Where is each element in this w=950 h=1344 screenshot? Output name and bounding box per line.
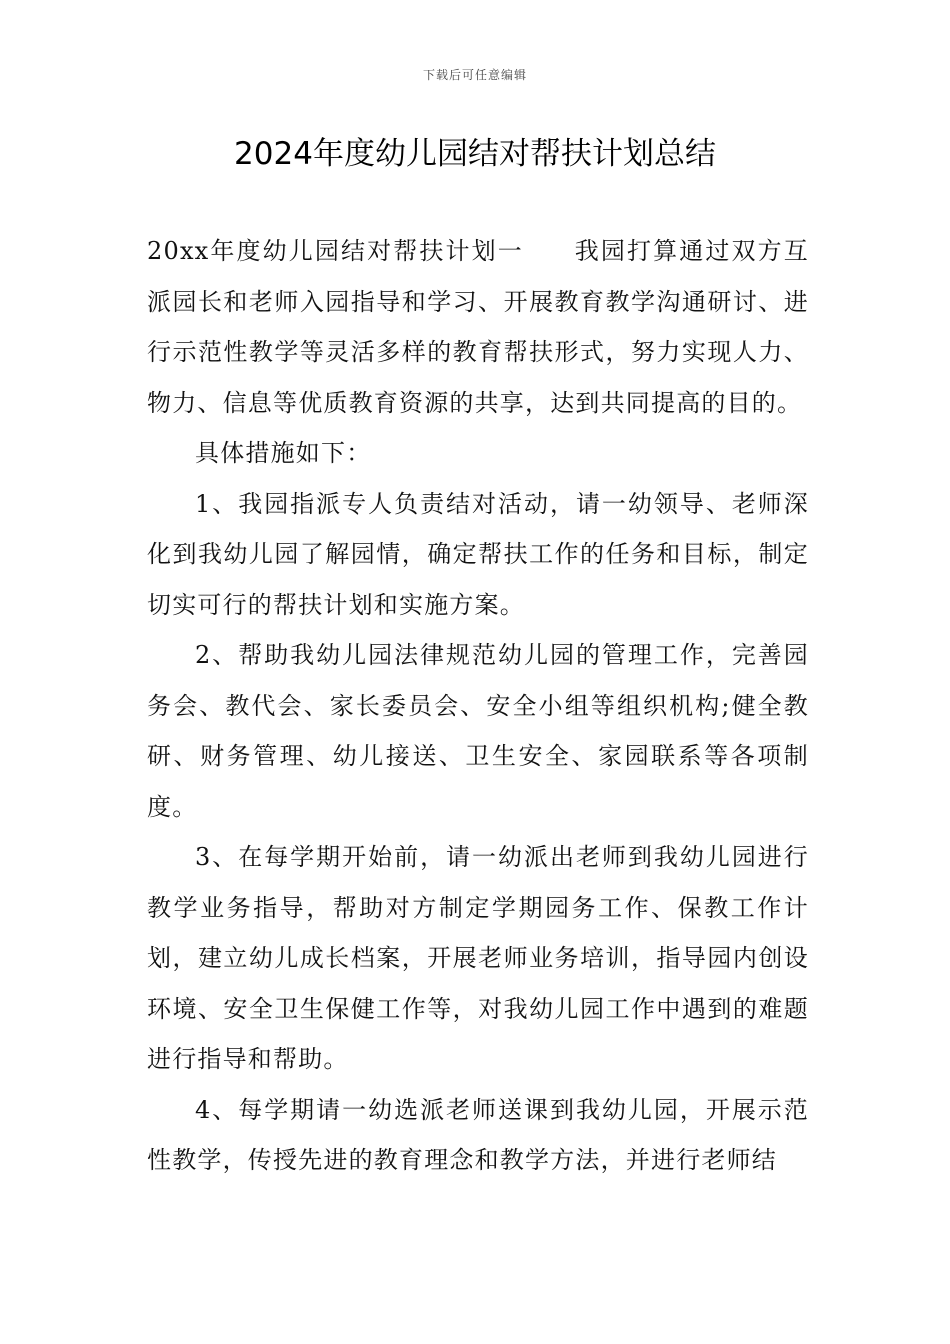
measure-paragraph-4: 4、每学期请一幼选派老师送课到我幼儿园，开展示范性教学，传授先进的教育理念和教学方法，并进行老师结 (147, 1095, 809, 1174)
measure-paragraph-1: 1、我园指派专人负责结对活动，请一幼领导、老师深化到我幼儿园了解园情，确定帮扶工作的任务和目标，制定切实可行的帮扶计划和实施方案。 (147, 489, 809, 619)
intro-paragraph (147, 226, 809, 428)
measures-heading: 具体措施如下： (195, 439, 372, 467)
intro-text: 我园打算通过双方互派园长和老师入园指导和学习、开展教育教学沟通研讨、进行示范性教学等灵活多样的教育帮扶形式，努力实现人力、物力、信息等优质教育资源的共享，达到共同提高的目的。 (147, 237, 809, 417)
measure-paragraph-3: 3、在每学期开始前，请一幼派出老师到我幼儿园进行教学业务指导，帮助对方制定学期园务工作、保教工作计划，建立幼儿成长档案，开展老师业务培训，指导园内创设环境、安全卫生保健工作等，对我幼儿园工作中遇到的难题进行指导和帮助。 (147, 843, 809, 1073)
intro-lead: 20xx年度幼儿园结对帮扶计划一 (147, 237, 524, 265)
document-body (147, 226, 809, 1186)
page-header-note: 下载后可任意编辑 (422, 68, 527, 82)
document-title: 2024年度幼儿园结对帮扶计划总结 (234, 136, 716, 172)
measure-paragraph-2: 2、帮助我幼儿园法律规范幼儿园的管理工作，完善园务会、教代会、家长委员会、安全小组等组织机构;健全教研、财务管理、幼儿接送、卫生安全、家园联系等各项制度。 (147, 641, 809, 821)
